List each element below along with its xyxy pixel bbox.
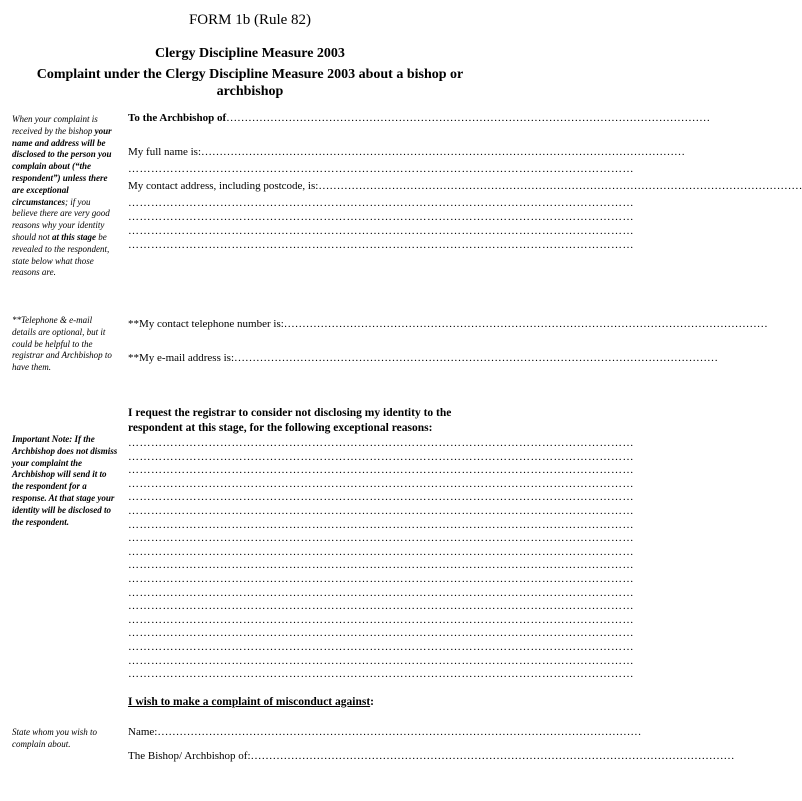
- reason-line[interactable]: ……………………………………………………………………………………………………………………: [128, 450, 634, 463]
- non-disclosure-request: I request the registrar to consider not disclosing my identity to the respondent at this stage, for the following exceptional reasons:: [128, 407, 452, 434]
- reason-line[interactable]: ……………………………………………………………………………………………………………………: [128, 437, 634, 449]
- contact-address-field[interactable]: My contact address, including postcode, is:……………………………………………………………………………………………………………………: [128, 180, 802, 192]
- full-name-line[interactable]: ……………………………………………………………………………………………………………………: [128, 163, 634, 175]
- reason-line[interactable]: ……………………………………………………………………………………………………………………: [128, 627, 634, 640]
- form-title: Clergy Discipline Measure 2003: [155, 46, 345, 61]
- whom-to-complain-note: State whom you wish to complain about.: [12, 727, 97, 749]
- reason-line[interactable]: ……………………………………………………………………………………………………………………: [128, 613, 634, 626]
- optional-contact-note: **Telephone & e-mail details are optional, but it could be helpful to the registrar and Archbishop to have them.: [12, 315, 112, 373]
- reason-line[interactable]: ……………………………………………………………………………………………………………………: [128, 532, 634, 545]
- reason-line[interactable]: ……………………………………………………………………………………………………………………: [128, 573, 634, 585]
- reason-line[interactable]: ……………………………………………………………………………………………………………………: [128, 518, 634, 531]
- reason-line[interactable]: ……………………………………………………………………………………………………………………: [128, 586, 634, 599]
- reason-line[interactable]: ……………………………………………………………………………………………………………………: [128, 654, 634, 667]
- reason-line[interactable]: ……………………………………………………………………………………………………………………: [128, 668, 634, 681]
- bishop-archbishop-field[interactable]: The Bishop/ Archbishop of:……………………………………………………………………………………………………………………: [128, 750, 735, 762]
- full-name-field[interactable]: My full name is:……………………………………………………………………………………………………………………: [128, 146, 686, 158]
- reason-line[interactable]: ……………………………………………………………………………………………………………………: [128, 545, 634, 558]
- reason-line[interactable]: ……………………………………………………………………………………………………………………: [128, 559, 634, 572]
- address-line[interactable]: ……………………………………………………………………………………………………………………: [128, 225, 634, 237]
- address-line[interactable]: ……………………………………………………………………………………………………………………: [128, 211, 634, 223]
- reason-line[interactable]: ……………………………………………………………………………………………………………………: [128, 505, 634, 517]
- address-line[interactable]: ……………………………………………………………………………………………………………………: [128, 197, 634, 209]
- reason-line[interactable]: ……………………………………………………………………………………………………………………: [128, 477, 634, 490]
- identity-disclosure-note: When your complaint is received by the bishop your name and address will be disclosed to the person you complain about (“the respondent”) unless there are exceptional circumstances; if you believe there are very good reasons why your identity should not at this stage be revealed to the respondent, state below what those reasons are.: [12, 114, 112, 278]
- reason-line[interactable]: ……………………………………………………………………………………………………………………: [128, 464, 634, 477]
- form-subtitle: Complaint under the Clergy Discipline Measure 2003 about a bishop or archbishop: [36, 67, 464, 99]
- to-archbishop-field[interactable]: To the Archbishop of……………………………………………………………………………………………………………………: [128, 112, 711, 124]
- telephone-field[interactable]: **My contact telephone number is:……………………………………………………………………………………………………………………: [128, 318, 768, 330]
- respondent-name-field[interactable]: Name:……………………………………………………………………………………………………………………: [128, 726, 642, 738]
- important-note: Important Note: If the Archbishop does not dismiss your complaint the Archbishop will send it to the respondent for a response. At that stage your identity will be disclosed to the respondent.: [12, 434, 118, 527]
- reason-line[interactable]: ……………………………………………………………………………………………………………………: [128, 491, 634, 504]
- address-line[interactable]: ……………………………………………………………………………………………………………………: [128, 239, 634, 251]
- email-field[interactable]: **My e-mail address is:……………………………………………………………………………………………………………………: [128, 352, 719, 364]
- reason-line[interactable]: ……………………………………………………………………………………………………………………: [128, 641, 634, 653]
- form-number: FORM 1b (Rule 82): [188, 12, 312, 28]
- reason-line[interactable]: ……………………………………………………………………………………………………………………: [128, 600, 634, 613]
- complaint-heading: I wish to make a complaint of misconduct against:: [128, 696, 374, 708]
